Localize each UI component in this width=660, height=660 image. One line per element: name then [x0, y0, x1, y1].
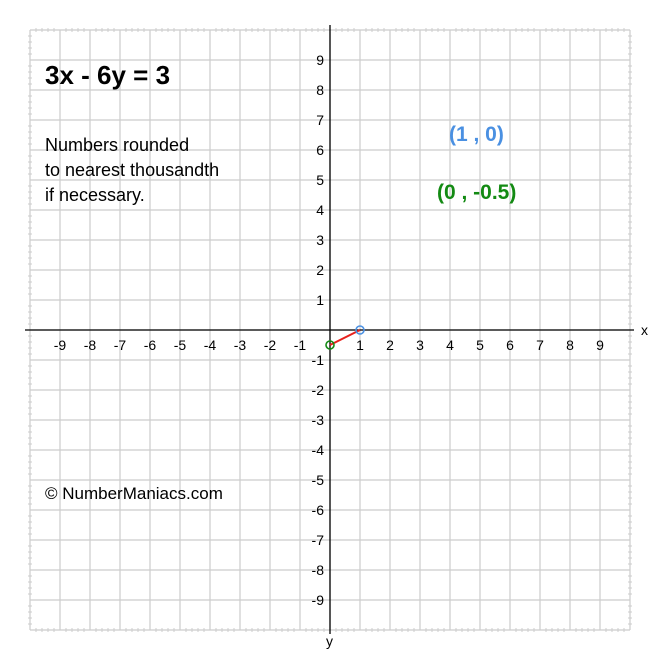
x-tick-label: -8 [83, 337, 97, 353]
y-tick-label: 3 [316, 232, 324, 248]
y-axis-label: y [326, 633, 333, 649]
x-tick-label: 4 [446, 337, 454, 353]
x-tick-label: 6 [506, 337, 514, 353]
y-tick-label: -6 [311, 502, 324, 518]
x-tick-label: 2 [386, 337, 394, 353]
y-tick-label: 6 [316, 142, 324, 158]
x-tick-label: 3 [416, 337, 424, 353]
y-tick-label: -3 [311, 412, 324, 428]
x-tick-label: 5 [476, 337, 484, 353]
note-line: to nearest thousandth [45, 160, 220, 180]
x-tick-label: 1 [356, 337, 364, 353]
y-tick-label: -2 [311, 382, 324, 398]
equation-title: 3x - 6y = 3 [45, 60, 171, 90]
y-tick-label: 8 [316, 82, 324, 98]
y-tick-label: -8 [311, 562, 324, 578]
x-tick-label: -5 [173, 337, 187, 353]
point-label-2: (0 , -0.5) [437, 181, 517, 204]
x-tick-label: 7 [536, 337, 544, 353]
y-tick-label: -1 [311, 352, 324, 368]
x-tick-label: -4 [203, 337, 217, 353]
y-tick-label: 2 [316, 262, 324, 278]
y-tick-label: -7 [311, 532, 324, 548]
x-tick-label: -7 [113, 337, 127, 353]
x-tick-label: -2 [263, 337, 277, 353]
y-tick-label: -4 [311, 442, 324, 458]
x-tick-label: -3 [233, 337, 247, 353]
y-tick-label: -9 [311, 592, 324, 608]
y-tick-label: -5 [311, 472, 324, 488]
note-line: Numbers rounded [45, 135, 190, 155]
y-tick-label: 5 [316, 172, 324, 188]
x-tick-label: 9 [596, 337, 604, 353]
rounding-note [45, 133, 219, 208]
y-tick-label: 1 [316, 292, 324, 308]
x-axis-label: x [641, 322, 648, 338]
point-label-1: (1 , 0) [449, 123, 504, 146]
x-tick-label: -1 [293, 337, 307, 353]
x-tick-label: -6 [143, 337, 157, 353]
x-tick-label: -9 [53, 337, 67, 353]
copyright-notice: © NumberManiacs.com [45, 484, 223, 503]
note-line: if necessary. [45, 185, 145, 205]
x-tick-label: 8 [566, 337, 574, 353]
y-tick-label: 7 [316, 112, 324, 128]
y-tick-label: 9 [316, 52, 324, 68]
y-tick-label: 4 [316, 202, 324, 218]
